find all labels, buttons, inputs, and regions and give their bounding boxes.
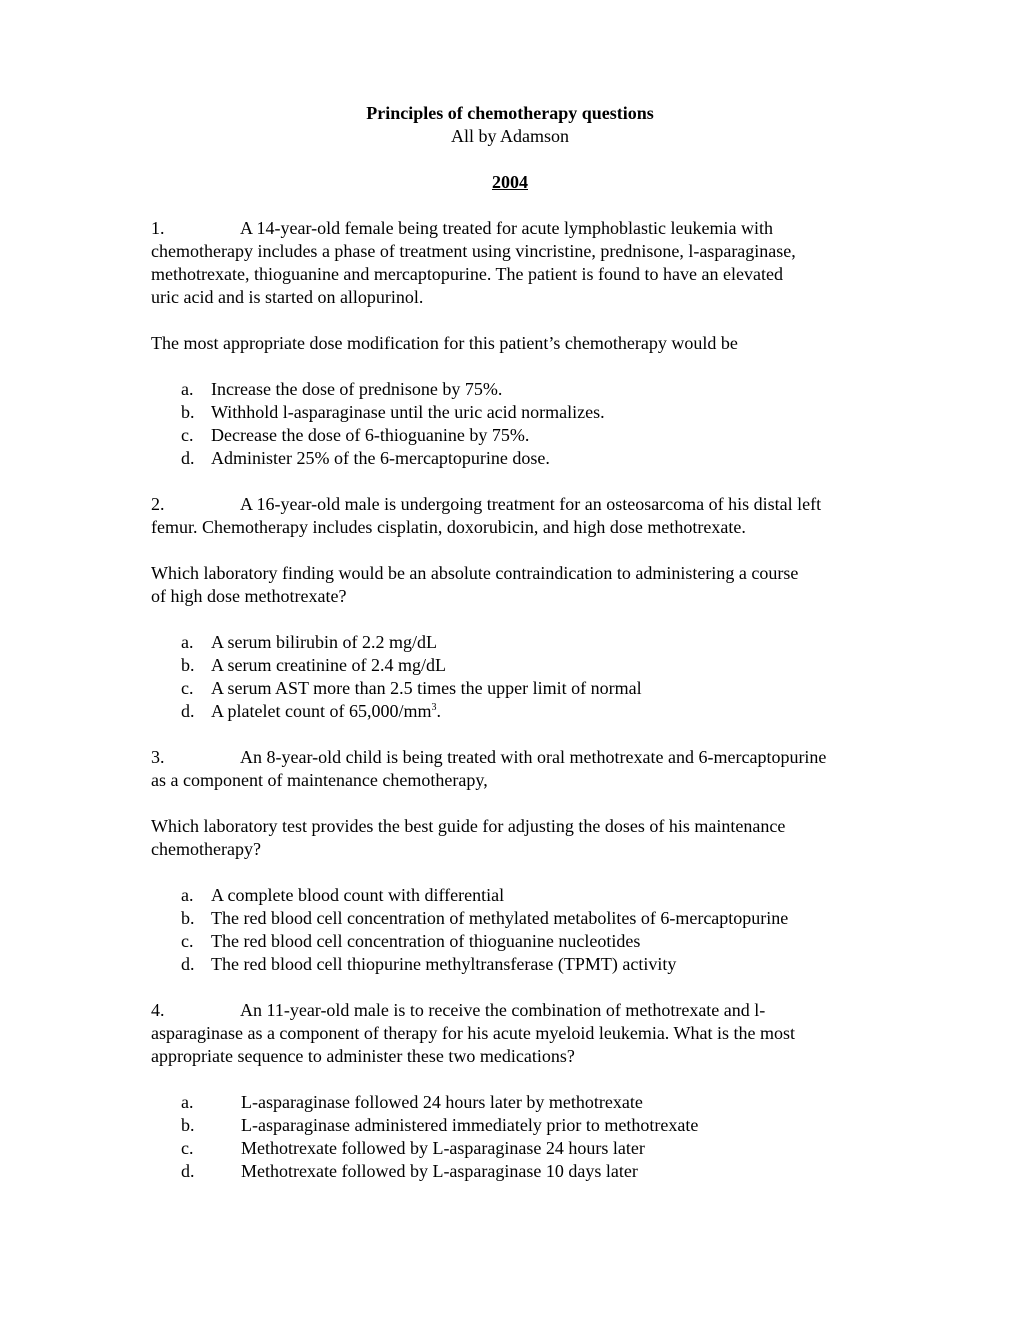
question-text: uric acid and is started on allopurinol. [151,287,424,307]
option-text: A serum bilirubin of 2.2 mg/dL [211,632,437,652]
option-letter: c. [181,425,194,445]
option-letter: d. [181,701,195,721]
question-text: femur. Chemotherapy includes cisplatin, doxorubicin, and high dose methotrexate. [151,517,746,537]
question-text-line [151,493,881,516]
option-letter: a. [181,1092,194,1112]
answer-option-a [181,631,437,654]
answer-option-d [181,447,550,470]
question-text: methotrexate, thioguanine and mercaptopurine. The patient is found to have an elevated [151,264,783,284]
question-text: chemotherapy includes a phase of treatment using vincristine, prednisone, l-asparaginase, [151,241,796,261]
year-heading: 2004 [492,172,528,192]
stem-line: Which laboratory finding would be an absolute contraindication to administering a course [151,563,799,583]
question-3 [151,746,881,792]
option-text: L-asparaginase administered immediately prior to methotrexate [241,1115,699,1135]
question-text: A 16-year-old male is undergoing treatment for an osteosarcoma of his distal left [240,494,822,514]
question-text: A 14-year-old female being treated for acute lymphoblastic leukemia with [240,218,773,238]
answer-option-a [181,1091,643,1114]
option-letter: c. [181,1138,194,1158]
option-text: The red blood cell thiopurine methyltransferase (TPMT) activity [211,954,677,974]
question-text-line [151,516,881,539]
question-number: 1. [151,218,165,238]
option-letter: d. [181,1161,195,1181]
question-text-line [151,1022,881,1045]
year-heading-wrap [0,171,1020,194]
document-title: Principles of chemotherapy questions [366,103,654,123]
option-letter: d. [181,448,195,468]
question-text-line [151,240,881,263]
option-letter: a. [181,632,194,652]
option-text: Administer 25% of the 6-mercaptopurine dose. [211,448,550,468]
question-text-line [151,999,881,1022]
question-text-line [151,263,881,286]
answer-option-d [181,1160,638,1183]
question-2 [151,493,881,539]
question-text-line [151,1045,881,1068]
option-text: A platelet count of 65,000/mm [211,701,432,721]
question-stem [151,815,881,861]
answer-option-d [181,953,676,976]
answer-option-c [181,677,642,700]
stem-line: The most appropriate dose modification for this patient’s chemotherapy would be [151,333,738,353]
question-stem [151,562,881,608]
question-text-line [151,217,881,240]
answer-option-c [181,1137,645,1160]
option-letter: c. [181,931,194,951]
question-number: 3. [151,747,165,767]
question-text-line [151,746,881,769]
option-text: The red blood cell concentration of thioguanine nucleotides [211,931,641,951]
answer-option-b [181,654,446,677]
option-letter: c. [181,678,194,698]
option-letter: b. [181,402,195,422]
answer-option-a [181,378,502,401]
question-number: 2. [151,494,165,514]
option-text: Methotrexate followed by L-asparaginase 10 days later [241,1161,638,1181]
question-text: An 8-year-old child is being treated with oral methotrexate and 6-mercaptopurine [240,747,827,767]
option-letter: b. [181,908,195,928]
answer-option-d [181,700,441,723]
option-text: A serum creatinine of 2.4 mg/dL [211,655,446,675]
option-letter: d. [181,954,195,974]
option-letter: b. [181,655,195,675]
question-text: An 11-year-old male is to receive the combination of methotrexate and l- [240,1000,766,1020]
answer-option-b [181,401,605,424]
question-text-line [151,286,881,309]
option-letter: b. [181,1115,195,1135]
question-stem [151,332,881,355]
option-letter: a. [181,885,194,905]
question-text: asparaginase as a component of therapy for his acute myeloid leukemia. What is the most [151,1023,795,1043]
option-text: A serum AST more than 2.5 times the upper limit of normal [211,678,642,698]
question-number: 4. [151,1000,165,1020]
question-4 [151,999,881,1068]
superscript: 3 [431,702,437,713]
option-text: Increase the dose of prednisone by 75%. [211,379,503,399]
option-text: Decrease the dose of 6-thioguanine by 75%. [211,425,530,445]
question-1 [151,217,881,309]
stem-line: chemotherapy? [151,839,261,859]
option-suffix: . [436,701,441,721]
answer-option-a [181,884,504,907]
question-text: as a component of maintenance chemotherapy, [151,770,488,790]
stem-line: of high dose methotrexate? [151,586,347,606]
option-text: L-asparaginase followed 24 hours later by methotrexate [241,1092,643,1112]
document-subtitle: All by Adamson [450,126,569,146]
option-text: Withhold l-asparaginase until the uric acid normalizes. [211,402,605,422]
stem-line: Which laboratory test provides the best guide for adjusting the doses of his maintenance [151,816,786,836]
option-letter: a. [181,379,194,399]
question-text-line [151,769,881,792]
option-text: The red blood cell concentration of methylated metabolites of 6-mercaptopurine [211,908,789,928]
option-text: Methotrexate followed by L-asparaginase 24 hours later [241,1138,645,1158]
answer-option-c [181,424,529,447]
option-text: A complete blood count with differential [211,885,505,905]
answer-option-b [181,907,788,930]
answer-option-b [181,1114,698,1137]
question-text: appropriate sequence to administer these two medications? [151,1046,575,1066]
answer-option-c [181,930,640,953]
